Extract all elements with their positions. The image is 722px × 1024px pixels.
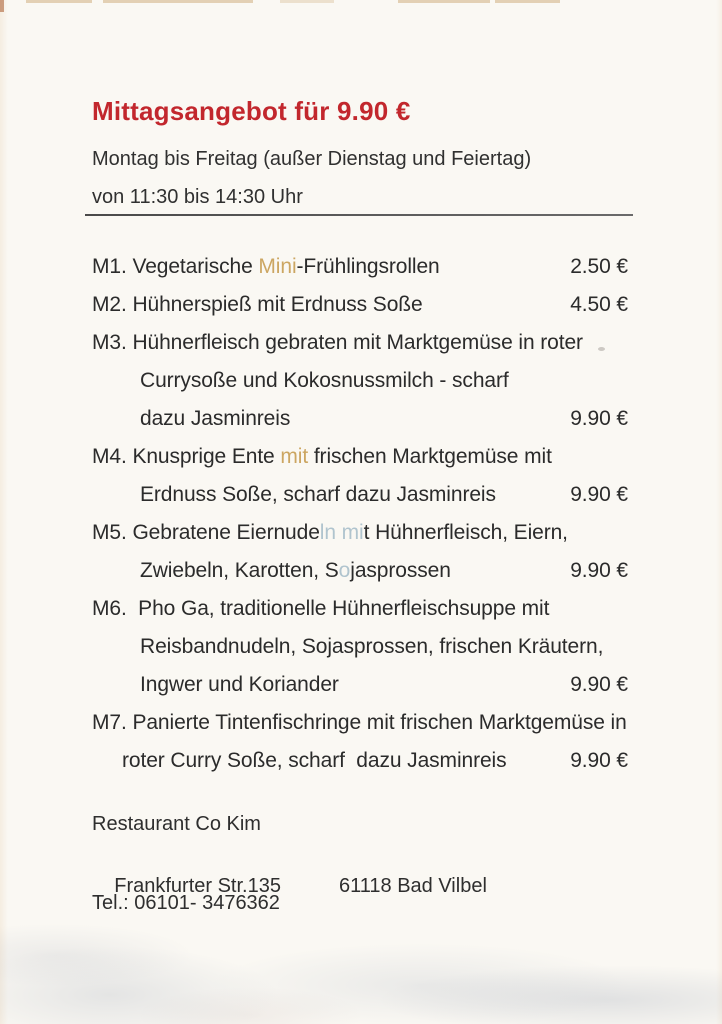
- dish-price: 9.90 €: [570, 407, 628, 430]
- menu-line-m4-cont: [92, 476, 638, 514]
- scan-artifact-dash: [280, 0, 334, 3]
- scan-artifact-corner: [0, 0, 4, 12]
- city: 61118 Bad Vilbel: [338, 875, 487, 897]
- dish-text: Zwiebeln, Karotten, Sojasprossen: [140, 559, 451, 582]
- menu-line-m6-cont: [92, 628, 638, 666]
- dish-text: Reisbandnudeln, Sojasprossen, frischen Kräutern,: [140, 635, 604, 658]
- opening-days: Montag bis Freitag (außer Dienstag und Feiertag): [92, 148, 532, 170]
- dish-price: 2.50 €: [570, 255, 628, 278]
- dish-text: Ingwer und Koriander: [140, 673, 339, 696]
- menu-line-m4: [92, 438, 638, 476]
- dish-text: M5. Gebratene Eiernudeln mit Hühnerfleisch, Eiern,: [92, 521, 568, 544]
- dish-price: 9.90 €: [570, 559, 628, 582]
- dish-text: M6. Pho Ga, traditionelle Hühnerfleischsuppe mit: [92, 597, 550, 620]
- menu-line-m3: [92, 324, 638, 362]
- faded-print-text: o: [338, 559, 351, 582]
- menu-list: [92, 248, 638, 780]
- dish-text: M7. Panierte Tintenfischringe mit frischen Marktgemüse in: [92, 711, 627, 734]
- scan-artifact-dash: [26, 0, 92, 3]
- menu-line-m5: [92, 514, 638, 552]
- street: Frankfurter Str.135: [114, 875, 281, 897]
- page-title: Mittagsangebot für 9.90 €: [92, 96, 411, 126]
- menu-line-m3-cont: [92, 362, 638, 400]
- dish-price: 9.90 €: [570, 483, 628, 506]
- menu-line-m6-cont: [92, 666, 638, 704]
- dish-price: 4.50 €: [570, 293, 628, 316]
- opening-hours: von 11:30 bis 14:30 Uhr: [92, 186, 303, 208]
- dish-text: M3. Hühnerfleisch gebraten mit Marktgemüse in roter: [92, 331, 583, 354]
- restaurant-name: Restaurant Co Kim: [92, 813, 261, 835]
- dish-text: Erdnuss Soße, scharf dazu Jasminreis: [140, 483, 496, 506]
- scan-artifact-dash: [495, 0, 560, 3]
- menu-line-m1: [92, 248, 638, 286]
- dish-text: dazu Jasminreis: [140, 407, 291, 430]
- dish-text: M4. Knusprige Ente mit frischen Marktgemüse mit: [92, 445, 552, 468]
- divider-line: [85, 214, 633, 216]
- dish-price: 9.90 €: [570, 673, 628, 696]
- scan-artifact-dash: [103, 0, 253, 3]
- restaurant-phone: Tel.: 06101- 3476362: [92, 892, 280, 914]
- menu-line-m7: [92, 704, 638, 742]
- menu-line-m5-cont: [92, 552, 638, 590]
- faded-print-text: Mini: [258, 255, 297, 278]
- menu-line-m6: [92, 590, 638, 628]
- menu-line-m7-cont: [92, 742, 638, 780]
- faded-print-text: ln mi: [319, 521, 364, 544]
- dish-text: M1. Vegetarische Mini-Frühlingsrollen: [92, 255, 440, 278]
- faded-print-text: mit: [280, 445, 309, 468]
- menu-line-m3-cont: [92, 400, 638, 438]
- dish-text: Currysoße und Kokosnussmilch - scharf: [140, 369, 509, 392]
- scan-artifact-dash: [398, 0, 490, 3]
- dish-text: M2. Hühnerspieß mit Erdnuss Soße: [92, 293, 423, 316]
- dish-text: roter Curry Soße, scharf dazu Jasminreis: [122, 749, 507, 772]
- dish-price: 9.90 €: [570, 749, 628, 772]
- menu-line-m2: [92, 286, 638, 324]
